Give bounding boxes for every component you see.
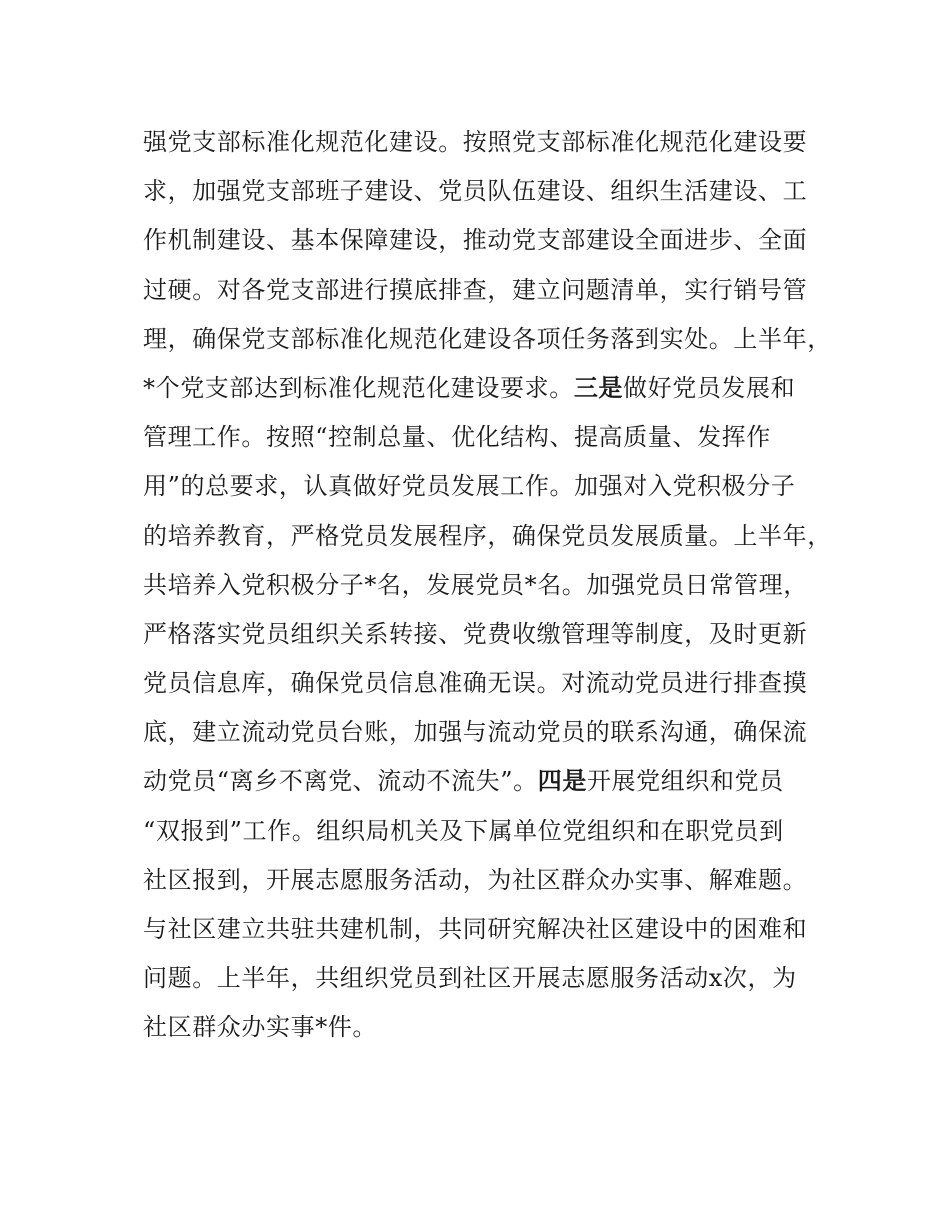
text-run: 共培养入党积极分子*名，发展党员*名。加强党员日常管理， — [143, 570, 808, 599]
text-run: 社区群众办实事*件。 — [143, 1013, 377, 1042]
text-line — [143, 220, 843, 269]
text-line — [143, 761, 843, 810]
text-run: *个党支部达到标准化规范化建设要求。 — [143, 373, 574, 402]
text-run: 的培养教育，严格党员发展程序，确保党员发展质量。上半年， — [143, 521, 832, 550]
text-run: 开展党组织和党员 — [586, 767, 784, 796]
text-run: 理，确保党支部标准化规范化建设各项任务落到实处。上半年， — [143, 324, 832, 353]
section-marker-four: 四是 — [537, 767, 587, 796]
text-line — [143, 1007, 843, 1056]
text-run: 底，建立流动党员台账，加强与流动党员的联系沟通，确保流 — [143, 718, 808, 747]
text-line — [143, 811, 843, 860]
text-run: “双报到”工作。组织局机关及下属单位党组织和在职党员到 — [143, 816, 784, 845]
text-line — [143, 614, 843, 663]
text-line — [143, 565, 843, 614]
text-run: 动党员“离乡不离党、流动不流失”。 — [143, 767, 538, 796]
text-run: 过硬。对各党支部进行摸底排查，建立问题清单，实行销号管 — [143, 275, 808, 304]
text-line — [143, 171, 843, 220]
text-run: 作机制建设、基本保障建设，推动党支部建设全面进步、全面 — [143, 226, 808, 255]
text-run: 党员信息库，确保党员信息准确无误。对流动党员进行排查摸 — [143, 669, 808, 698]
text-run: 强党支部标准化规范化建设。按照党支部标准化规范化建设要 — [143, 128, 808, 156]
section-marker-three: 三是 — [573, 373, 624, 402]
text-line — [143, 516, 843, 565]
text-line — [143, 417, 843, 466]
text-line — [143, 909, 843, 958]
text-line — [143, 466, 843, 515]
text-line — [143, 712, 843, 761]
text-line — [143, 663, 843, 712]
text-run: 与社区建立共驻共建机制，共同研究解决社区建设中的困难和 — [143, 915, 808, 943]
text-run: 社区报到，开展志愿服务活动，为社区群众办实事、解难题。 — [143, 865, 808, 894]
text-run: 做好党员发展和 — [623, 373, 796, 402]
text-line — [143, 122, 843, 171]
text-run: 用”的总要求，认真做好党员发展工作。加强对入党积极分子 — [143, 472, 796, 501]
text-line — [143, 958, 843, 1007]
text-run: 管理工作。按照“控制总量、优化结构、提高质量、发挥作 — [143, 423, 771, 452]
text-line — [143, 860, 843, 909]
text-line — [143, 319, 843, 368]
body-paragraph — [143, 122, 843, 1057]
text-run: 严格落实党员组织关系转接、党费收缴管理等制度，及时更新 — [143, 619, 808, 648]
text-line — [143, 270, 843, 319]
text-line — [143, 368, 843, 417]
text-run: 问题。上半年，共组织党员到社区开展志愿服务活动x次，为 — [143, 964, 797, 993]
text-run: 求，加强党支部班子建设、党员队伍建设、组织生活建设、工 — [143, 177, 808, 206]
